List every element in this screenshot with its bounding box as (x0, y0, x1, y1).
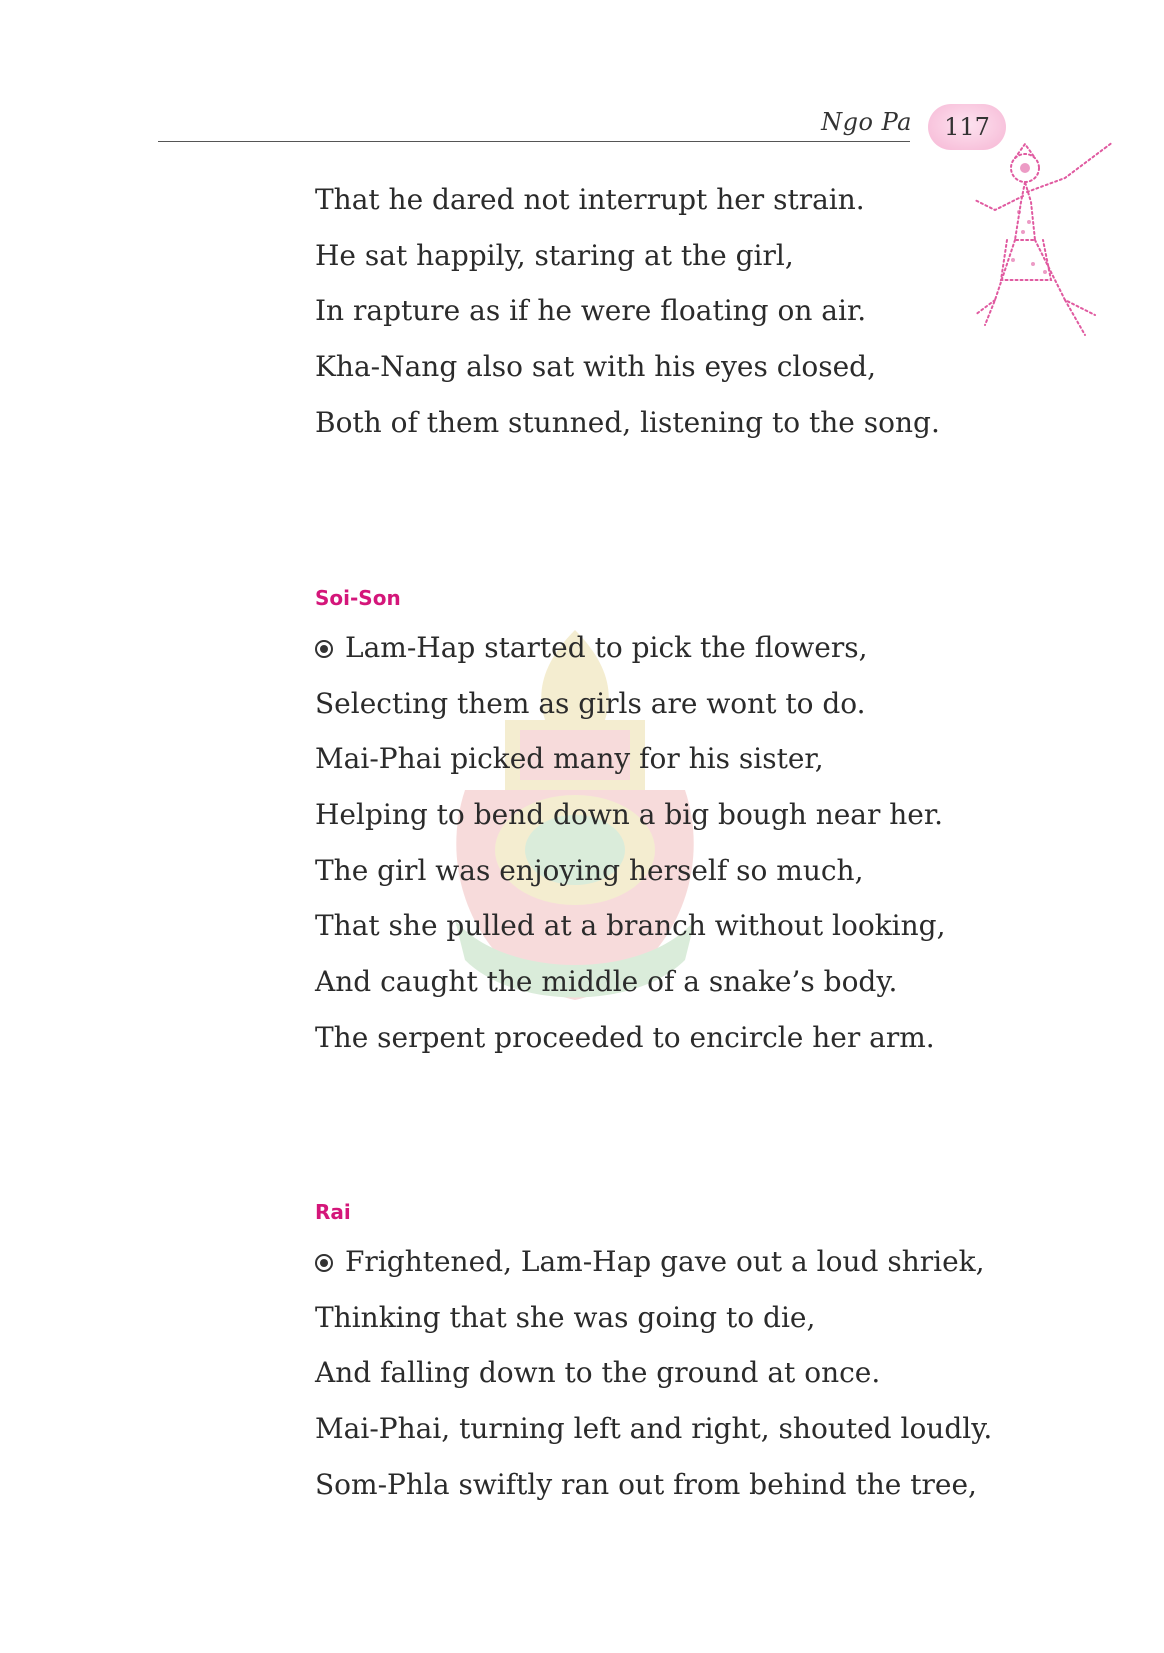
verse-line: The serpent proceeded to encircle her arm. (315, 1020, 935, 1054)
verse-line: Mai-Phai, turning left and right, shouted loudly. (315, 1412, 993, 1446)
verse-line: He sat happily, staring at the girl, (315, 238, 794, 272)
dancer-illustration-icon (955, 140, 1115, 345)
stanza-rai (315, 1234, 992, 1512)
verse-line: That she pulled at a branch without looking, (315, 909, 946, 943)
verse-line: The girl was enjoying herself so much, (315, 853, 864, 887)
verse-line: And falling down to the ground at once. (315, 1356, 881, 1390)
bullet-icon (315, 1254, 333, 1272)
verse-line (315, 620, 945, 676)
verse-line: Both of them stunned, listening to the song. (315, 405, 940, 439)
section-heading-soi-son: Soi-Son (315, 586, 401, 610)
running-title: Ngo Pa (821, 108, 912, 136)
verse-line: And caught the middle of a snake’s body. (315, 965, 898, 999)
verse-line-text: Frightened, Lam-Hap gave out a loud shriek, (345, 1245, 985, 1278)
page-number-badge: 117 (928, 104, 1006, 150)
stanza-intro (315, 172, 940, 450)
bullet-icon (315, 640, 333, 658)
verse-line: In rapture as if he were floating on air. (315, 294, 867, 328)
section-heading-rai: Rai (315, 1200, 351, 1224)
stanza-soi-son (315, 620, 945, 1066)
verse-line: Mai-Phai picked many for his sister, (315, 742, 824, 776)
verse-line (315, 1234, 992, 1290)
verse-line: That he dared not interrupt her strain. (315, 183, 865, 216)
verse-line-text: Lam-Hap started to pick the flowers, (345, 631, 868, 664)
verse-line: Helping to bend down a big bough near her. (315, 798, 944, 832)
verse-line: Kha-Nang also sat with his eyes closed, (315, 350, 876, 384)
header-rule (158, 141, 910, 142)
verse-line: Thinking that she was going to die, (315, 1300, 816, 1334)
verse-line: Som-Phla swiftly ran out from behind the tree, (315, 1467, 977, 1501)
verse-line: Selecting them as girls are wont to do. (315, 686, 866, 720)
